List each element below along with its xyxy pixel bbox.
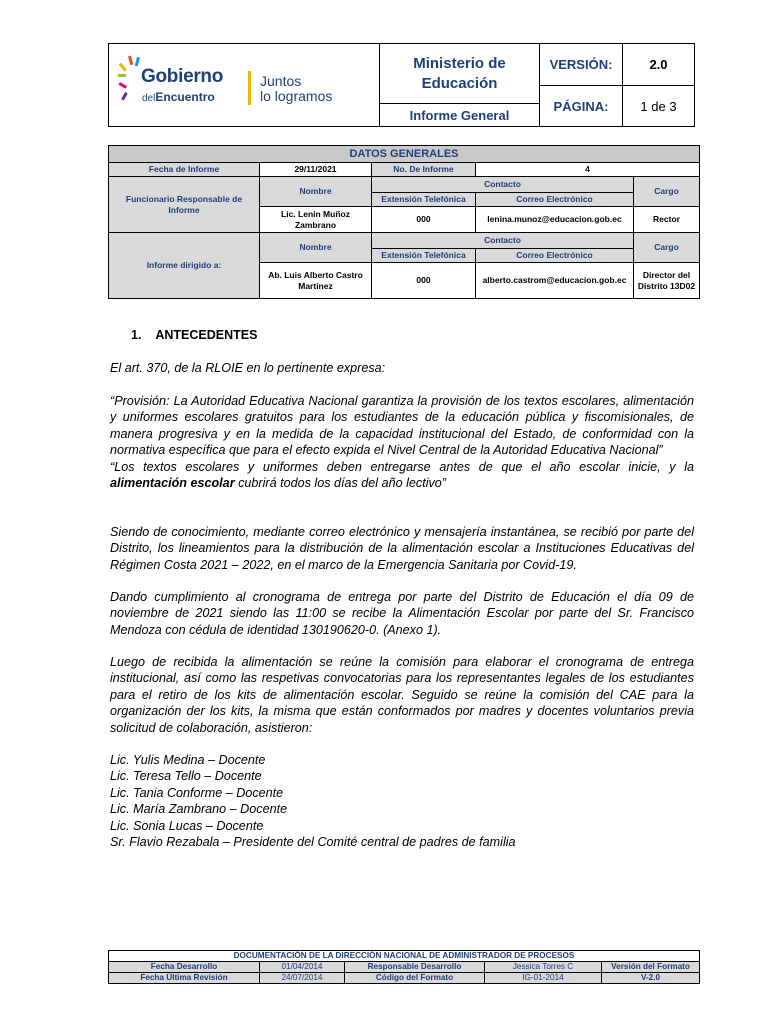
resp-ext-header: Extensión Telefónica [372,193,476,207]
footer-title: DOCUMENTACIÓN DE LA DIRECCIÓN NACIONAL DE ADMINISTRADOR DE PROCESOS [109,951,700,962]
list-item: Lic. Sonia Lucas – Docente [110,818,264,833]
document-header [108,43,695,127]
no-informe-value: 4 [476,163,700,177]
footer-fecha-desarrollo-value: 01/04/2014 [260,962,345,973]
intro-text: El art. 370, de la RLOIE en lo pertinente expresa: [110,361,386,375]
dir-cargo-value: Director del Distrito 13D02 [634,263,700,299]
footer-fecha-revision-value: 24/07/2014 [260,973,345,984]
dir-correo-value: alberto.castrom@educacion.gob.ec [476,263,634,299]
page-label: PÁGINA: [540,86,623,126]
resp-nombre-value: Lic. Lenin Muñoz Zambrano [260,207,372,233]
ministry-name [380,44,540,104]
report-type: Informe General [380,104,540,126]
logo-slogan-line-2: lo logramos [260,88,333,104]
paragraph-1 [110,524,694,573]
dir-ext-header: Extensión Telefónica [372,249,476,263]
list-item: Lic. Yulis Medina – Docente [110,753,266,767]
footer-fecha-revision-label: Fecha Última Revisión [109,973,260,984]
quote-2-bold: alimentación escolar [110,476,235,491]
resp-cargo-value: Rector [634,207,700,233]
resp-correo-header: Correo Electrónico [476,193,634,207]
page-value: 1 de 3 [640,98,677,114]
resp-correo-value: lenina.munoz@educacion.gob.ec [476,207,634,233]
footer-documentation-table [108,950,700,984]
dir-cargo-header: Cargo [634,233,700,263]
paragraph-3-text: Luego de recibida la alimentación se reúne la comisión para elaborar el cronograma de entrega institucional, así como las respetivas convocatorias para los representantes legales de los estudiantes para el retiro de los kits de alimentación escolar. Seguido se reúne la comisión del CAE para la organización der los kits, la misma que están conformados por madres y docentes voluntarios previa solicitud de colaboración, asistieron: [110,655,694,735]
quote-block [110,393,694,491]
footer-responsable-label: Responsable Desarrollo [345,962,485,973]
footer-version-formato-label: Versión del Formato [602,962,700,973]
paragraph-2 [110,589,694,638]
resp-ext-value: 000 [372,207,476,233]
logo-slogan-line-1: Juntos [260,73,302,89]
logo-del-text: del [142,93,156,104]
ministry-line-1: Ministerio de [413,54,506,72]
list-item: Lic. María Zambrano – Docente [110,802,288,817]
footer-version-formato-value: V-2.0 [602,973,700,984]
footer-responsable-value: Jessica Torres C [485,962,602,973]
funcionario-label: Funcionario Responsable de Informe [109,177,260,233]
intro-paragraph [110,360,694,376]
quote-1: “Provisión: La Autoridad Educativa Nacional garantiza la provisión de los textos escolares, alimentación y uniformes escolares gratuitos para los estudiantes de la educación pública y fiscomisionales, de manera progresiva y en la medida de la capacidad institucional del Estado, de conformidad con la normativa específica que para el efecto expida el Nivel Central de la Autoridad Educativa Nacional” [110,394,694,458]
resp-cargo-header: Cargo [634,177,700,207]
logo-area [109,44,380,126]
datos-generales-table [108,145,700,299]
paragraph-1-text: Siendo de conocimiento, mediante correo electrónico y mensajería instantánea, se recibió por parte del Distrito, los lineamientos para la distribución de la alimentación escolar a Instituciones Educativas del Régimen Costa 2021 – 2022, en el marco de la Emergencia Sanitaria por Covid-19. [110,525,694,572]
dirigido-label: Informe dirigido a: [109,233,260,299]
no-informe-label: No. De Informe [372,163,476,177]
dir-nombre-header: Nombre [260,233,372,263]
resp-contacto-header: Contacto [372,177,634,193]
list-item: Sr. Flavio Rezabala – Presidente del Comité central de padres de familia [110,835,516,850]
footer-codigo-label: Código del Formato [345,973,485,984]
resp-nombre-header: Nombre [260,177,372,207]
footer-fecha-desarrollo-label: Fecha Desarrollo [109,962,260,973]
version-label: VERSIÓN: [540,44,623,86]
logo-gobierno-text: Gobierno [141,66,224,87]
list-item: Lic. Teresa Tello – Docente [110,769,262,784]
ministry-line-2: Educación [421,74,498,92]
logo-encuentro-text [142,90,215,104]
dir-nombre-value: Ab. Luis Alberto Castro Martínez [260,263,372,299]
datos-generales-title: DATOS GENERALES [109,146,700,163]
quote-2-part-b: cubrirá todos los días del año lectivo” [234,476,447,491]
dir-correo-header: Correo Electrónico [476,249,634,263]
attendees-list [110,752,694,850]
fecha-informe-label: Fecha de Informe [109,163,260,177]
fecha-informe-value: 29/11/2021 [260,163,372,177]
logo-divider [248,71,251,105]
dir-ext-value: 000 [372,263,476,299]
list-item: Lic. Tania Conforme – Docente [110,785,284,800]
version-value: 2.0 [623,44,694,86]
logo-slogan [260,74,332,104]
paragraph-2-text: Dando cumplimiento al cronograma de entrega por parte del Distrito de Educación el día 09 de noviembre de 2021 siendo las 11:00 se recibe la Alimentación Escolar por parte del Sr. Francisco Mendoza con cédula de identidad 130190620-0. (Anexo 1). [110,590,694,637]
footer-codigo-value: IG-01-2014 [485,973,602,984]
dir-contacto-header: Contacto [372,233,634,249]
quote-2-part-a: “Los textos escolares y uniformes deben entregarse antes de que el año escolar inicie, y la [110,459,694,474]
logo-encuentro-word: Encuentro [155,90,215,104]
paragraph-3 [110,654,694,736]
section-title-antecedentes: 1. ANTECEDENTES [131,328,258,342]
quote-2 [110,459,694,492]
